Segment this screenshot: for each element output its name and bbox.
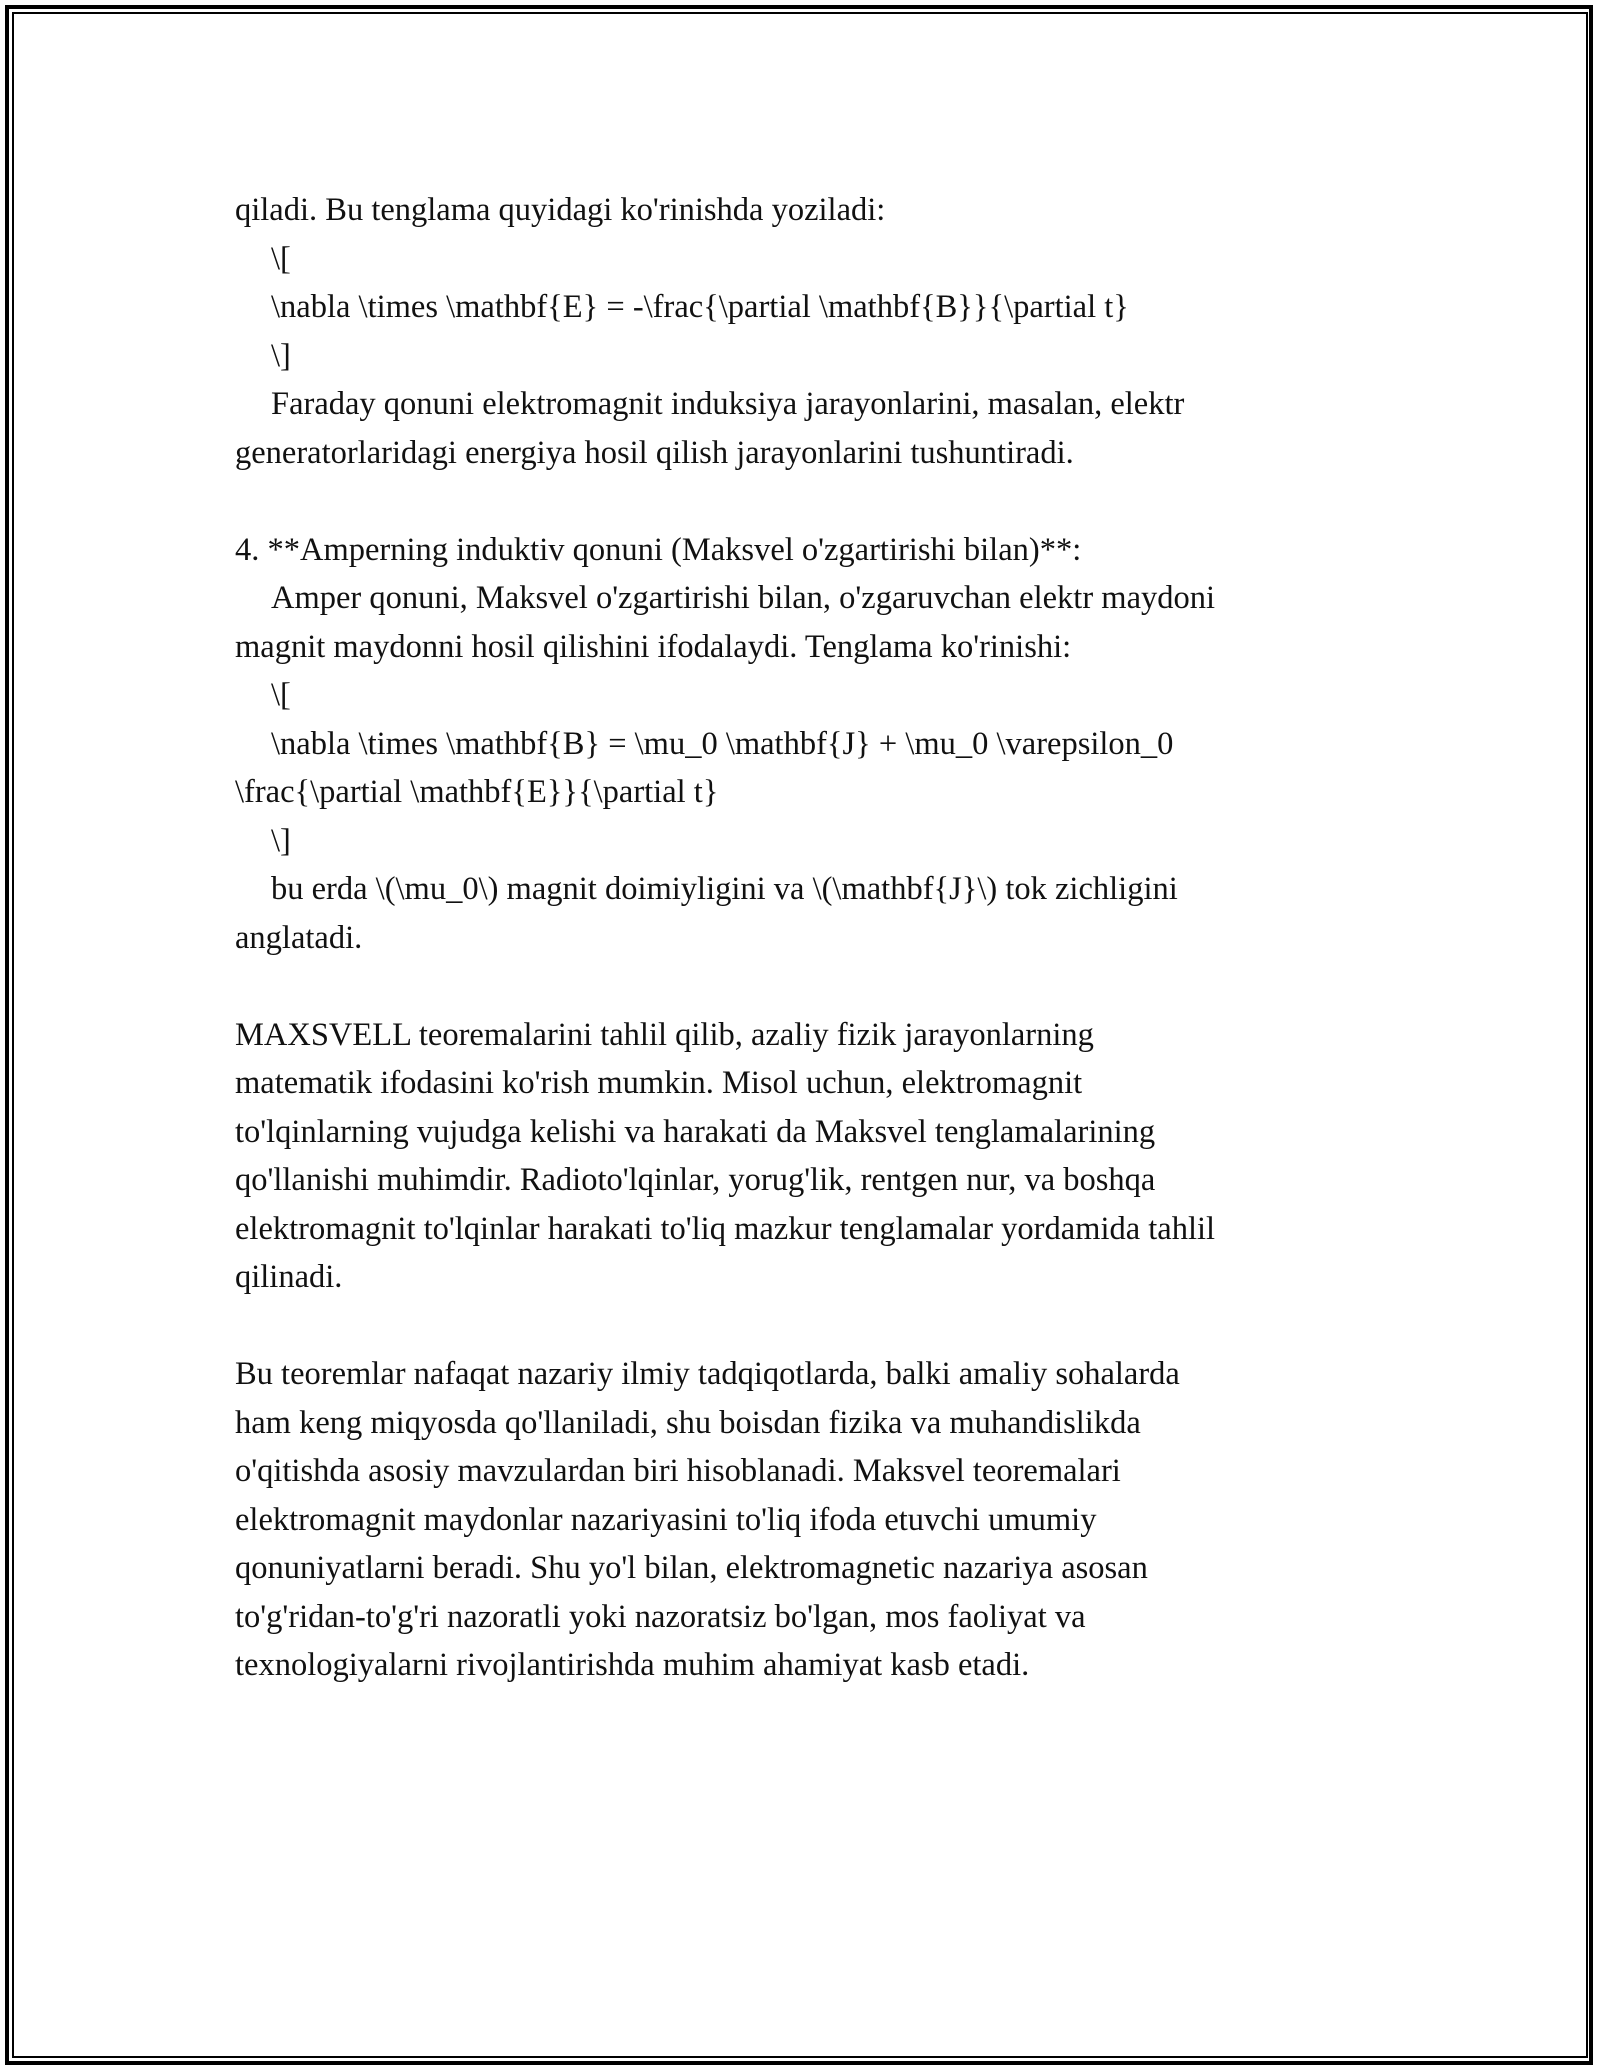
text-line: Faraday qonuni elektromagnit induksiya jarayonlarini, masalan, elektr — [271, 386, 1185, 422]
faraday-equation: \nabla \times \mathbf{E} = -\frac{\partial \mathbf{B}}{\partial t} — [271, 289, 1129, 325]
ampere-section — [235, 526, 1355, 963]
text-line: matematik ifodasini ko'rish mumkin. Misol uchun, elektromagnit — [235, 1065, 1083, 1101]
equation-close: \] — [271, 822, 291, 859]
text-line: qilinadi. — [235, 1259, 343, 1295]
text-line: texnologiyalarni rivojlantirishda muhim ahamiyat kasb etadi. — [235, 1647, 1030, 1683]
text-line: magnit maydonni hosil qilishini ifodalaydi. Tenglama ko'rinishi: — [235, 628, 1072, 665]
text-line: bu erda \(\mu_0\) magnit doimiyligini va \(\mathbf{J}\) tok zichligini — [271, 871, 1178, 907]
ampere-equation-continued: \frac{\partial \mathbf{E}}{\partial t} — [235, 774, 719, 810]
text-line: Amper qonuni, Maksvel o'zgartirishi bilan, o'zgaruvchan elektr maydoni — [271, 580, 1216, 616]
equation-close: \] — [271, 337, 291, 374]
text-line: MAXSVELL teoremalarini tahlil qilib, azaliy fizik jarayonlarning — [235, 1016, 1094, 1053]
paragraph-gap — [235, 477, 1355, 526]
equation-open: \[ — [271, 240, 291, 277]
document-body — [235, 186, 1355, 1690]
text-line: elektromagnit to'lqinlar harakati to'liq mazkur tenglamalar yordamida tahlil — [235, 1210, 1216, 1247]
text-line: generatorlaridagi energiya hosil qilish jarayonlarini tushuntiradi. — [235, 434, 1074, 471]
maxwell-paragraph — [235, 1011, 1355, 1302]
equation-open: \[ — [271, 677, 291, 713]
paragraph-gap — [235, 1302, 1355, 1351]
ampere-equation: \nabla \times \mathbf{B} = \mu_0 \mathbf{J} + \mu_0 \varepsilon_0 — [271, 725, 1174, 762]
text-line: qiladi. Bu tenglama quyidagi ko'rinishda yoziladi: — [235, 192, 886, 228]
paragraph-gap — [235, 962, 1355, 1011]
section-heading: 4. **Amperning induktiv qonuni (Maksvel o'zgartirishi bilan)**: — [235, 531, 1082, 568]
text-line: elektromagnit maydonlar nazariyasini to'liq ifoda etuvchi umumiy — [235, 1501, 1097, 1538]
faraday-section — [235, 186, 1355, 477]
text-line: ham keng miqyosda qo'llaniladi, shu boisdan fizika va muhandislikda — [235, 1404, 1141, 1441]
text-line: qo'llanishi muhimdir. Radioto'lqinlar, yorug'lik, rentgen nur, va boshqa — [235, 1162, 1156, 1198]
text-line: qonuniyatlarni beradi. Shu yo'l bilan, elektromagnetic nazariya asosan — [235, 1550, 1148, 1586]
text-line: to'g'ridan-to'g'ri nazoratli yoki nazoratsiz bo'lgan, mos faoliyat va — [235, 1598, 1086, 1635]
closing-paragraph — [235, 1350, 1355, 1690]
text-line: anglatadi. — [235, 919, 363, 956]
text-line: o'qitishda asosiy mavzulardan biri hisoblanadi. Maksvel teoremalari — [235, 1453, 1121, 1489]
text-line: to'lqinlarning vujudga kelishi va harakati da Maksvel tenglamalarining — [235, 1113, 1156, 1150]
text-line: Bu teoremlar nafaqat nazariy ilmiy tadqiqotlarda, balki amaliy sohalarda — [235, 1356, 1180, 1392]
